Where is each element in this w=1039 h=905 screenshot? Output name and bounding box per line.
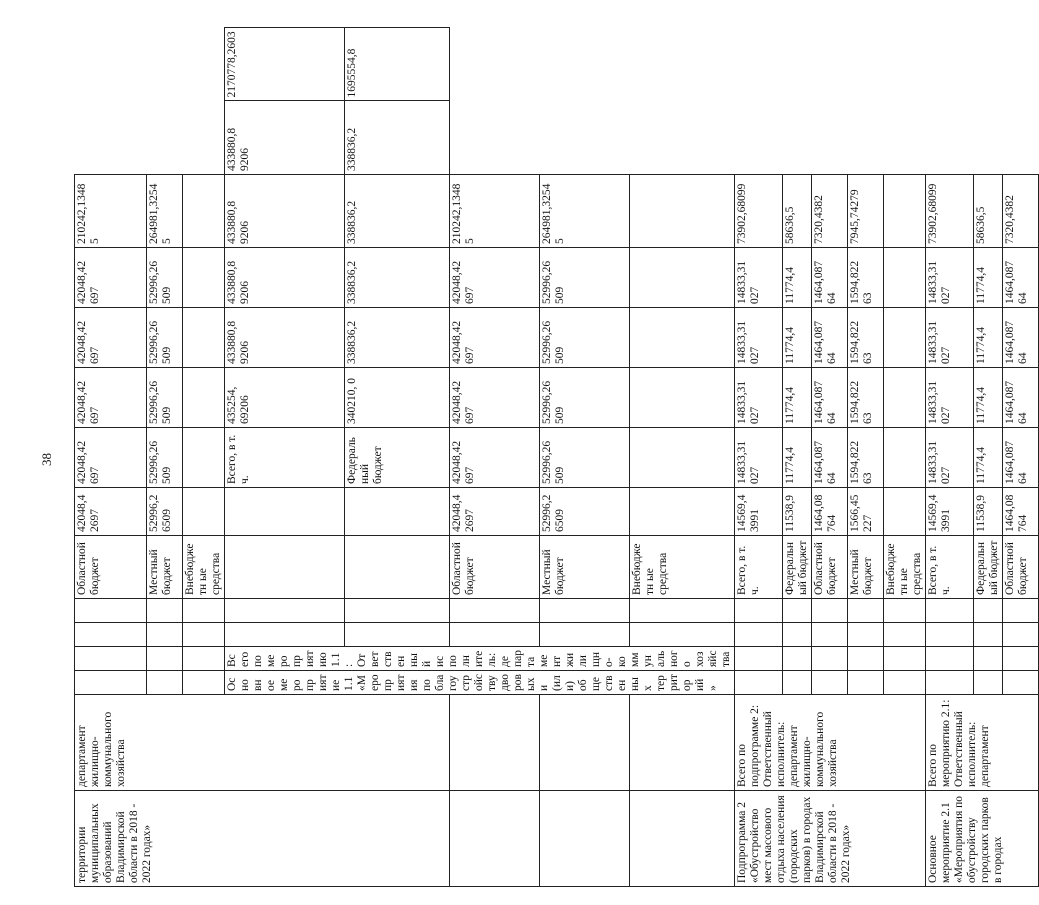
cell-year-2020 xyxy=(183,368,225,428)
cell-year-2020: 42048,42 697 xyxy=(75,368,147,428)
cell-funding-source: Местный бюджет xyxy=(147,536,183,599)
cell-total: 58636,5 xyxy=(783,175,812,248)
cell-program-executor: Всего по мероприятию 2.1: Ответственный исполнитель: департамент xyxy=(926,695,1039,791)
cell-year-2019: 11774,4 xyxy=(974,428,1003,488)
cell-year-2020: 42048,42 697 xyxy=(450,368,540,428)
cell-col-3 xyxy=(848,671,884,695)
cell-year-2022: 52996,26 509 xyxy=(540,248,630,308)
cell-year-2018: 340210, 0 xyxy=(345,368,450,428)
cell-year-2018: 52996,2 6509 xyxy=(147,488,183,536)
cell-program-name: Основное мероприятие 1.1 «Мероприятия по благоустройству дворовых и (или) общественных территорий» xyxy=(225,671,735,695)
cell-col-5 xyxy=(147,623,183,647)
cell-total: 2170778,2603 xyxy=(225,28,345,102)
cell-funding-source: Областной бюджет xyxy=(75,536,147,599)
cell-year-2021: 1464,087 64 xyxy=(1003,308,1039,368)
cell-col-5 xyxy=(783,623,812,647)
cell-col-6 xyxy=(884,599,926,623)
cell-col-4 xyxy=(974,647,1003,671)
cell-year-2018: 435254, 69206 xyxy=(225,368,345,428)
table-row xyxy=(450,28,540,887)
cell-year-2021: 52996,26 509 xyxy=(540,308,630,368)
cell-col-6 xyxy=(974,599,1003,623)
cell-col-3 xyxy=(735,671,783,695)
cell-year-2019 xyxy=(884,428,926,488)
cell-col-6 xyxy=(75,599,147,623)
cell-year-2022 xyxy=(884,248,926,308)
cell-total: 7320,4382 xyxy=(1003,175,1039,248)
cell-total: 73902,68099 xyxy=(735,175,783,248)
cell-year-2018: 1464,08 764 xyxy=(812,488,848,536)
cell-total xyxy=(630,175,735,248)
cell-col-3 xyxy=(450,791,540,887)
cell-col-5 xyxy=(884,623,926,647)
cell-total xyxy=(183,175,225,248)
cell-col-5 xyxy=(450,623,540,647)
cell-col-4 xyxy=(812,647,848,671)
cell-year-2019: 1464,087 64 xyxy=(812,428,848,488)
cell-year-2020: 14833,31 027 xyxy=(926,368,974,428)
cell-total: 264981,32545 xyxy=(147,175,183,248)
cell-year-2018: 14569,4 3991 xyxy=(926,488,974,536)
cell-col-5 xyxy=(630,623,735,647)
cell-col-5 xyxy=(540,623,630,647)
cell-col-4 xyxy=(1003,647,1039,671)
cell-year-2018: 52996,2 6509 xyxy=(540,488,630,536)
cell-funding-source: Внебюджетн ые средства xyxy=(183,536,225,599)
cell-year-2020: 52996,26 509 xyxy=(540,368,630,428)
cell-year-2021 xyxy=(183,308,225,368)
cell-total: 264981,32545 xyxy=(540,175,630,248)
cell-year-2019: 42048,42 697 xyxy=(450,428,540,488)
cell-col-4 xyxy=(147,647,183,671)
cell-col-5 xyxy=(75,623,147,647)
cell-year-2022: 42048,42 697 xyxy=(450,248,540,308)
cell-funding-source: Всего, в т. ч. xyxy=(926,536,974,599)
cell-year-2018: 42048,4 2697 xyxy=(75,488,147,536)
cell-year-2020: 338836,2 xyxy=(345,248,450,308)
cell-year-2019: 42048,42 697 xyxy=(75,428,147,488)
cell-col-5 xyxy=(812,623,848,647)
cell-year-2021: 338836,2 xyxy=(345,175,450,248)
cell-col-6 xyxy=(147,599,183,623)
cell-year-2022: 42048,42 697 xyxy=(75,248,147,308)
cell-year-2018: 11538,9 xyxy=(783,488,812,536)
cell-year-2022: 11774,4 xyxy=(974,248,1003,308)
cell-col-5 xyxy=(183,623,225,647)
cell-program-executor: департамент жилищно-коммунального хозяйства xyxy=(75,695,450,791)
cell-year-2021 xyxy=(884,308,926,368)
cell-year-2020 xyxy=(884,368,926,428)
cell-funding-source: Внебюджетн ые средства xyxy=(884,536,926,599)
cell-total: 210242,13485 xyxy=(450,175,540,248)
cell-year-2021: 1594,822 63 xyxy=(848,308,884,368)
cell-year-2021: 42048,42 697 xyxy=(75,308,147,368)
cell-year-2018: 11538,9 xyxy=(974,488,1003,536)
cell-col-3 xyxy=(147,671,183,695)
cell-year-2022: 1594,822 63 xyxy=(848,248,884,308)
budget-table xyxy=(74,27,1039,887)
cell-year-2019: 1464,087 64 xyxy=(1003,428,1039,488)
cell-col-3 xyxy=(183,671,225,695)
cell-year-2019 xyxy=(630,428,735,488)
cell-col-5 xyxy=(225,536,345,599)
cell-col-6 xyxy=(183,599,225,623)
cell-year-2022: 338836,2 xyxy=(345,101,450,175)
cell-col-4 xyxy=(225,599,345,623)
cell-col-3 xyxy=(630,791,735,887)
table-row xyxy=(735,28,783,887)
cell-program-name: территории муниципальных образований Владимирской области в 2018 - 2022 годах» xyxy=(75,791,450,887)
cell-year-2018: 1464,08 764 xyxy=(1003,488,1039,536)
cell-col-6 xyxy=(1003,599,1039,623)
cell-col-3 xyxy=(1003,671,1039,695)
rotated-page xyxy=(74,27,1029,887)
cell-col-5 xyxy=(974,623,1003,647)
cell-col-4 xyxy=(450,695,540,791)
cell-col-3 xyxy=(225,623,345,647)
cell-col-6 xyxy=(735,599,783,623)
table-row xyxy=(926,28,974,887)
cell-col-3 xyxy=(926,671,974,695)
cell-year-2019: 1594,822 63 xyxy=(848,428,884,488)
cell-col-4 xyxy=(926,647,974,671)
cell-year-2021: 42048,42 697 xyxy=(450,308,540,368)
cell-year-2021: 11774,4 xyxy=(974,308,1003,368)
cell-col-3 xyxy=(75,671,147,695)
cell-funding-source: Всего, в т. ч. xyxy=(735,536,783,599)
cell-col-5 xyxy=(1003,623,1039,647)
cell-col-6 xyxy=(783,599,812,623)
cell-year-2022: 433880,8 9206 xyxy=(225,101,345,175)
cell-col-4 xyxy=(75,647,147,671)
cell-year-2022: 52996,26 509 xyxy=(147,248,183,308)
cell-year-2020: 1464,087 64 xyxy=(812,368,848,428)
cell-col-6 xyxy=(540,599,630,623)
cell-funding-source: Федеральный бюджет xyxy=(345,428,450,488)
cell-col-4 xyxy=(183,647,225,671)
cell-funding-source: Федеральный бюджет xyxy=(974,536,1003,599)
cell-program-executor: Всего по подпрограмме 2: Ответственный исполнитель: департамент жилищно-коммунального хозяйства xyxy=(735,695,926,791)
cell-funding-source: Местный бюджет xyxy=(540,536,630,599)
cell-year-2021: 14833,31 027 xyxy=(735,308,783,368)
cell-total: 210242,13485 xyxy=(75,175,147,248)
cell-year-2021 xyxy=(630,308,735,368)
table-row xyxy=(630,28,735,887)
cell-funding-source: Федеральный бюджет xyxy=(783,536,812,599)
cell-year-2022: 1464,087 64 xyxy=(1003,248,1039,308)
cell-year-2021: 14833,31 027 xyxy=(926,308,974,368)
cell-year-2018: 14569,4 3991 xyxy=(735,488,783,536)
table-row xyxy=(540,28,630,887)
cell-year-2022: 1464,087 64 xyxy=(812,248,848,308)
cell-year-2019: 52996,26 509 xyxy=(147,428,183,488)
cell-col-5 xyxy=(735,623,783,647)
cell-col-4 xyxy=(345,599,450,623)
cell-total: 73902,68099 xyxy=(926,175,974,248)
cell-year-2022: 11774,4 xyxy=(783,248,812,308)
cell-col-6 xyxy=(848,599,884,623)
cell-col-3 xyxy=(884,671,926,695)
cell-total xyxy=(884,175,926,248)
cell-year-2022: 14833,31 027 xyxy=(735,248,783,308)
cell-year-2020: 14833,31 027 xyxy=(735,368,783,428)
cell-col-5 xyxy=(926,623,974,647)
cell-year-2019: 338836,2 xyxy=(345,308,450,368)
cell-col-4 xyxy=(630,695,735,791)
cell-year-2020: 1464,087 64 xyxy=(1003,368,1039,428)
cell-col-3 xyxy=(540,791,630,887)
cell-col-3 xyxy=(783,671,812,695)
page-number: 38 xyxy=(39,453,54,466)
cell-year-2019: 11774,4 xyxy=(783,428,812,488)
cell-funding-source: Областной бюджет xyxy=(812,536,848,599)
cell-year-2018: 42048,4 2697 xyxy=(450,488,540,536)
cell-col-4 xyxy=(848,647,884,671)
cell-col-3 xyxy=(812,671,848,695)
cell-col-3 xyxy=(345,623,450,647)
cell-year-2020: 1594,822 63 xyxy=(848,368,884,428)
cell-year-2018 xyxy=(630,488,735,536)
cell-program-name: Основное мероприятие 2.1 «Мероприятия по обустройству городских парков в городах xyxy=(926,791,1039,887)
cell-col-6 xyxy=(345,488,450,536)
cell-col-6 xyxy=(812,599,848,623)
cell-col-6 xyxy=(630,599,735,623)
cell-year-2022 xyxy=(630,248,735,308)
cell-year-2019: 14833,31 027 xyxy=(926,428,974,488)
cell-col-6 xyxy=(225,488,345,536)
cell-year-2019 xyxy=(183,428,225,488)
cell-col-4 xyxy=(884,647,926,671)
cell-funding-source: Внебюджетн ые средства xyxy=(630,536,735,599)
cell-col-4 xyxy=(735,647,783,671)
cell-year-2018 xyxy=(884,488,926,536)
cell-year-2018: 1566,45 227 xyxy=(848,488,884,536)
cell-year-2021: 11774,4 xyxy=(783,308,812,368)
cell-total: 58636,5 xyxy=(974,175,1003,248)
cell-year-2021: 433880,8 9206 xyxy=(225,175,345,248)
cell-year-2022: 14833,31 027 xyxy=(926,248,974,308)
cell-year-2021: 1464,087 64 xyxy=(812,308,848,368)
cell-funding-source: Областной бюджет xyxy=(1003,536,1039,599)
cell-program-name: Подпрограмма 2 «Обустройство мест массового отдыха населения (городских парков) в городах Владимирской области в 2018 - 2022 годах» xyxy=(735,791,926,887)
cell-funding-source: Областной бюджет xyxy=(450,536,540,599)
cell-year-2022 xyxy=(183,248,225,308)
cell-year-2020: 11774,4 xyxy=(974,368,1003,428)
cell-total: 7320,4382 xyxy=(812,175,848,248)
cell-year-2018 xyxy=(183,488,225,536)
cell-funding-source: Всего, в т. ч. xyxy=(225,428,345,488)
cell-col-5 xyxy=(345,536,450,599)
cell-year-2019: 52996,26 509 xyxy=(540,428,630,488)
table-row xyxy=(75,28,147,887)
cell-funding-source: Местный бюджет xyxy=(848,536,884,599)
cell-col-4 xyxy=(783,647,812,671)
cell-col-4 xyxy=(540,695,630,791)
cell-total: 1695554,8 xyxy=(345,28,450,102)
cell-col-3 xyxy=(974,671,1003,695)
cell-year-2020 xyxy=(630,368,735,428)
cell-total: 7945,74279 xyxy=(848,175,884,248)
cell-year-2020: 433880,8 9206 xyxy=(225,248,345,308)
cell-col-6 xyxy=(926,599,974,623)
cell-year-2019: 14833,31 027 xyxy=(735,428,783,488)
cell-col-6 xyxy=(450,599,540,623)
cell-year-2021: 52996,26 509 xyxy=(147,308,183,368)
cell-year-2020: 11774,4 xyxy=(783,368,812,428)
cell-year-2020: 52996,26 509 xyxy=(147,368,183,428)
cell-col-5 xyxy=(848,623,884,647)
cell-program-executor: Всего по мероприятию 1.1: Ответственный исполнитель: департамент жилищно-коммунального хозяйства xyxy=(225,647,735,671)
cell-year-2019: 433880,8 9206 xyxy=(225,308,345,368)
